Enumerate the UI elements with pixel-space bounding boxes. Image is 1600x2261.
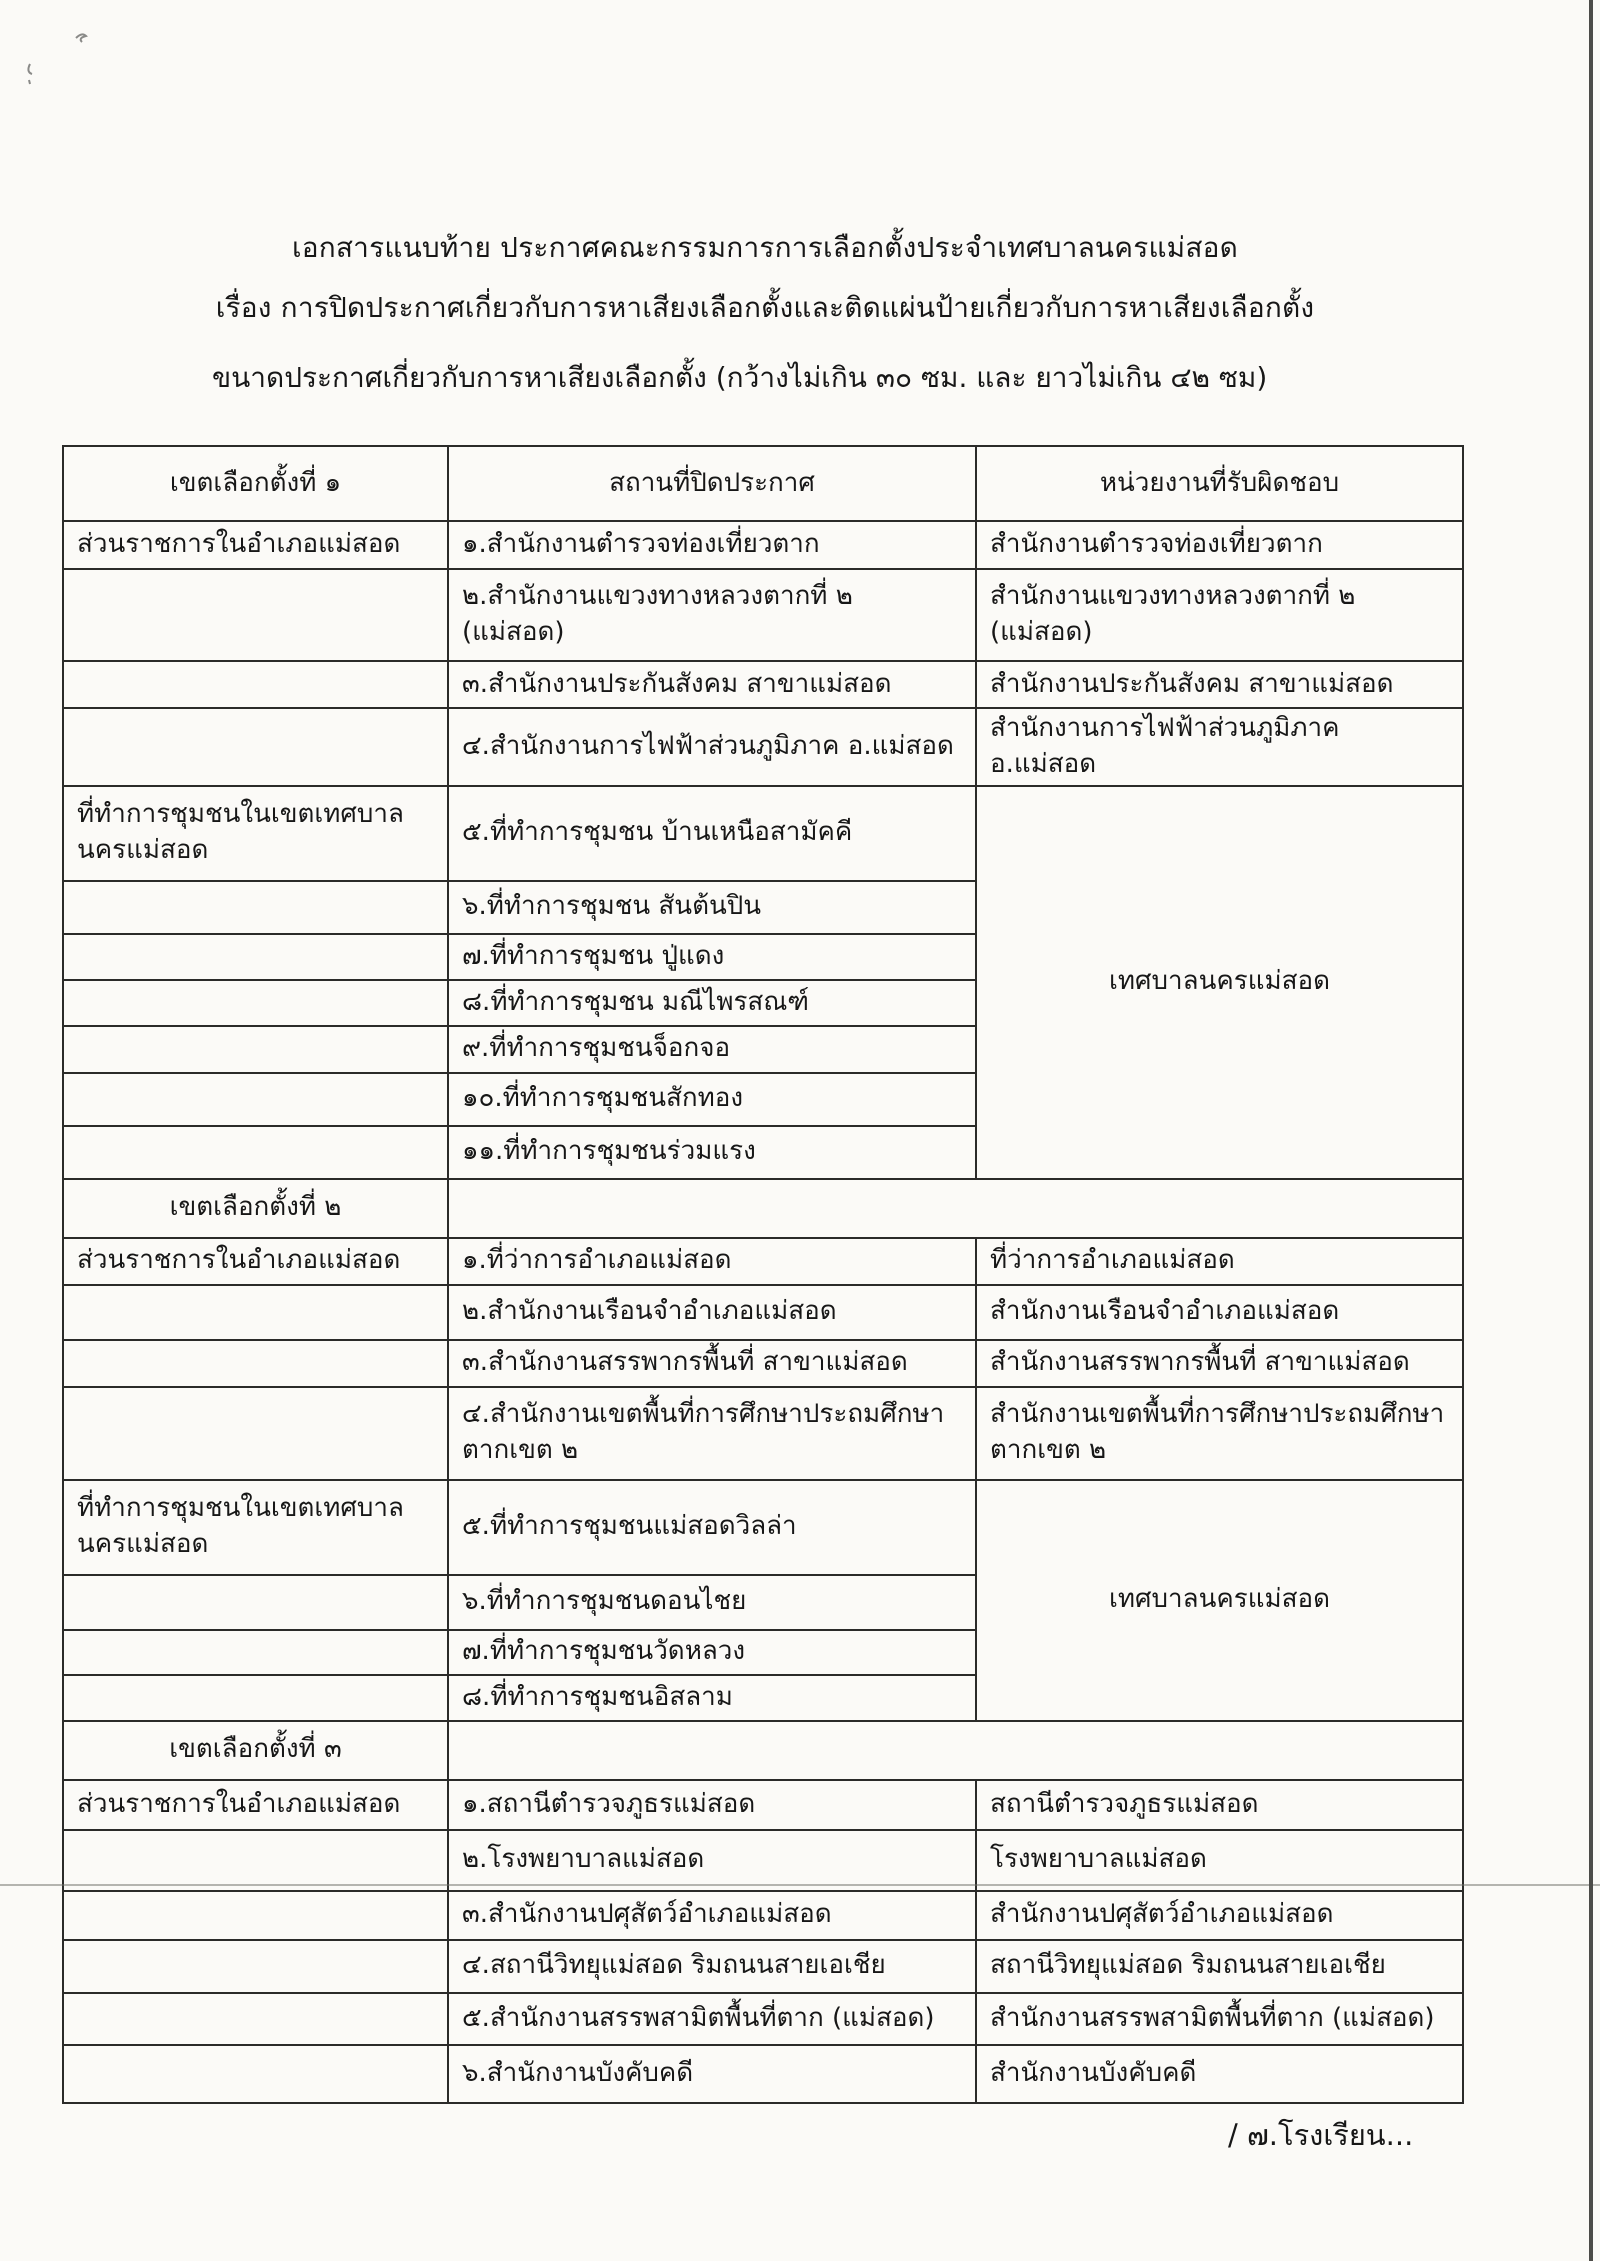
empty-cell [63,881,448,934]
table-row [63,1993,1463,2045]
posting-location-cell: ๒.โรงพยาบาลแม่สอด [448,1830,976,1891]
empty-cell [63,1993,448,2045]
empty-cell [63,569,448,661]
posting-location-cell: ๗.ที่ทำการชุมชนวัดหลวง [448,1630,976,1675]
empty-cell [63,1830,448,1891]
table-row [63,1940,1463,1993]
section3-title: เขตเลือกตั้งที่ ๓ [63,1721,448,1780]
empty-cell [63,1073,448,1126]
page-edge-shadow [1589,0,1593,2261]
table-row [63,569,1463,661]
continuation-note: / ๗.โรงเรียน... [1228,2118,1414,2152]
empty-cell [63,934,448,980]
responsible-agency-cell: สถานีตำรวจภูธรแม่สอด [976,1780,1463,1830]
responsible-agency-cell: สำนักงานเรือนจำอำเภอแม่สอด [976,1285,1463,1340]
empty-cell [63,1126,448,1179]
empty-cell [63,1285,448,1340]
table-row [63,1387,1463,1480]
column-header-zone-1: เขตเลือกตั้งที่ ๑ [63,446,448,521]
posting-location-cell: ๑๑.ที่ทำการชุมชนร่วมแรง [448,1126,976,1179]
table-row [63,1830,1463,1891]
document-title-line1: เอกสารแนบท้าย ประกาศคณะกรรมการการเลือกตั้งประจำเทศบาลนครแม่สอด [291,231,1239,264]
column-header-posting-location: สถานที่ปิดประกาศ [448,446,976,521]
pencil-marks [16,30,106,90]
zone2-community-section-label: ที่ทำการชุมชนในเขตเทศบาล​นครแม่สอด [63,1480,448,1575]
section2-title: เขตเลือกตั้งที่ ๒ [63,1179,448,1238]
empty-cell [63,661,448,708]
table-row [63,786,1463,881]
posting-location-cell: ๔.สถานีวิทยุแม่สอด ริมถนนสายเอเชีย [448,1940,976,1993]
section3-title-row [63,1721,1463,1780]
empty-cell [63,1340,448,1387]
table-row [63,1891,1463,1940]
posting-location-cell: ๓.สำนักงานประกันสังคม สาขาแม่สอด [448,661,976,708]
zone2-government-section-label: ส่วนราชการในอำเภอแม่สอด [63,1238,448,1285]
posting-locations-table [62,445,1464,2104]
posting-location-cell: ๑.สถานีตำรวจภูธรแม่สอด [448,1780,976,1830]
merged-responsible-agency-cell: เทศบาลนครแม่สอด [976,1480,1463,1721]
posting-location-cell: ๔.สำนักงานการไฟฟ้าส่วนภูมิภาค อ.แม่สอด [448,708,976,786]
posting-location-cell: ๓.สำนักงานปศุสัตว์อำเภอแม่สอด [448,1891,976,1940]
scan-artifact-line [0,1884,1600,1886]
table-row [63,708,1463,786]
document-title-line2: เรื่อง การปิดประกาศเกี่ยวกับการหาเสียงเลือกตั้งและติดแผ่นป้ายเกี่ยวกับการหาเสียงเลือกตั้ง [215,291,1315,324]
empty-cell [448,1721,1463,1780]
responsible-agency-cell: สำนักงานปศุสัตว์อำเภอแม่สอด [976,1891,1463,1940]
zone3-government-section-label: ส่วนราชการในอำเภอแม่สอด [63,1780,448,1830]
table-row [63,1238,1463,1285]
responsible-agency-cell: สำนักงานประกันสังคม สาขาแม่สอด [976,661,1463,708]
responsible-agency-cell: สำนักงานสรรพากรพื้นที่ สาขาแม่สอด [976,1340,1463,1387]
table-row [63,1340,1463,1387]
responsible-agency-cell: สถานีวิทยุแม่สอด ริมถนนสายเอเชีย [976,1940,1463,1993]
posting-location-cell: ๑๐.ที่ทำการชุมชนสักทอง [448,1073,976,1126]
responsible-agency-cell: สำนักงานแขวงทางหลวงตากที่ ๒ (แม่สอด) [976,569,1463,661]
posting-location-cell: ๗.ที่ทำการชุมชน ปู่แดง [448,934,976,980]
empty-cell [448,1179,1463,1238]
empty-cell [63,1630,448,1675]
posting-location-cell: ๙.ที่ทำการชุมชนจ็อกจอ [448,1026,976,1073]
posting-location-cell: ๕.ที่ทำการชุมชน บ้านเหนือสามัคคี [448,786,976,881]
responsible-agency-cell: สำนักงานการไฟฟ้าส่วนภูมิภาค อ.แม่สอด [976,708,1463,786]
section2-title-row [63,1179,1463,1238]
empty-cell [63,1675,448,1721]
empty-cell [63,1940,448,1993]
posting-location-cell: ๕.สำนักงานสรรพสามิตพื้นที่ตาก (แม่สอด) [448,1993,976,2045]
posting-location-cell: ๓.สำนักงานสรรพากรพื้นที่ สาขาแม่สอด [448,1340,976,1387]
empty-cell [63,1026,448,1073]
posting-location-cell: ๘.ที่ทำการชุมชนอิสลาม [448,1675,976,1721]
document-title-line3: ขนาดประกาศเกี่ยวกับการหาเสียงเลือกตั้ง (กว้างไม่เกิน ๓๐ ซม. และ ยาวไม่เกิน ๔๒ ซม) [212,361,1268,394]
responsible-agency-cell: สำนักงานสรรพสามิตพื้นที่ตาก (แม่สอด) [976,1993,1463,2045]
posting-location-cell: ๑.สำนักงานตำรวจท่องเที่ยวตาก [448,521,976,569]
empty-cell [63,708,448,786]
posting-location-cell: ๖.ที่ทำการชุมชนดอนไชย [448,1575,976,1630]
table-row [63,1480,1463,1575]
table-row [63,1285,1463,1340]
empty-cell [63,1575,448,1630]
empty-cell [63,1891,448,1940]
responsible-agency-cell: สำนักงานตำรวจท่องเที่ยวตาก [976,521,1463,569]
posting-location-cell: ๑.ที่ว่าการอำเภอแม่สอด [448,1238,976,1285]
table-row [63,1780,1463,1830]
zone1-community-section-label: ที่ทำการชุมชนในเขตเทศบาล​นครแม่สอด [63,786,448,881]
empty-cell [63,1387,448,1480]
posting-location-cell: ๕.ที่ทำการชุมชนแม่สอดวิลล่า [448,1480,976,1575]
responsible-agency-cell: ที่ว่าการอำเภอแม่สอด [976,1238,1463,1285]
responsible-agency-cell: สำนักงานเขตพื้นที่การศึกษาประถมศึกษา​ตากเขต ๒ [976,1387,1463,1480]
empty-cell [63,2045,448,2103]
empty-cell [63,980,448,1026]
posting-location-cell: ๔.สำนักงานเขตพื้นที่การศึกษาประถมศึกษา​ตากเขต ๒ [448,1387,976,1480]
posting-location-cell: ๒.สำนักงานแขวงทางหลวงตากที่ ๒ (แม่สอด) [448,569,976,661]
posting-location-cell: ๒.สำนักงานเรือนจำอำเภอแม่สอด [448,1285,976,1340]
posting-location-cell: ๖.สำนักงานบังคับคดี [448,2045,976,2103]
table-row [63,2045,1463,2103]
table-row [63,661,1463,708]
table-row [63,521,1463,569]
posting-location-cell: ๖.ที่ทำการชุมชน สันต้นปิน [448,881,976,934]
zone1-government-section-label: ส่วนราชการในอำเภอแม่สอด [63,521,448,569]
posting-location-cell: ๘.ที่ทำการชุมชน มณีไพรสณฑ์ [448,980,976,1026]
merged-responsible-agency-cell: เทศบาลนครแม่สอด [976,786,1463,1179]
responsible-agency-cell: โรงพยาบาลแม่สอด [976,1830,1463,1891]
responsible-agency-cell: สำนักงานบังคับคดี [976,2045,1463,2103]
column-header-responsible-agency: หน่วยงานที่รับผิดชอบ [976,446,1463,521]
table-header-row [63,446,1463,521]
